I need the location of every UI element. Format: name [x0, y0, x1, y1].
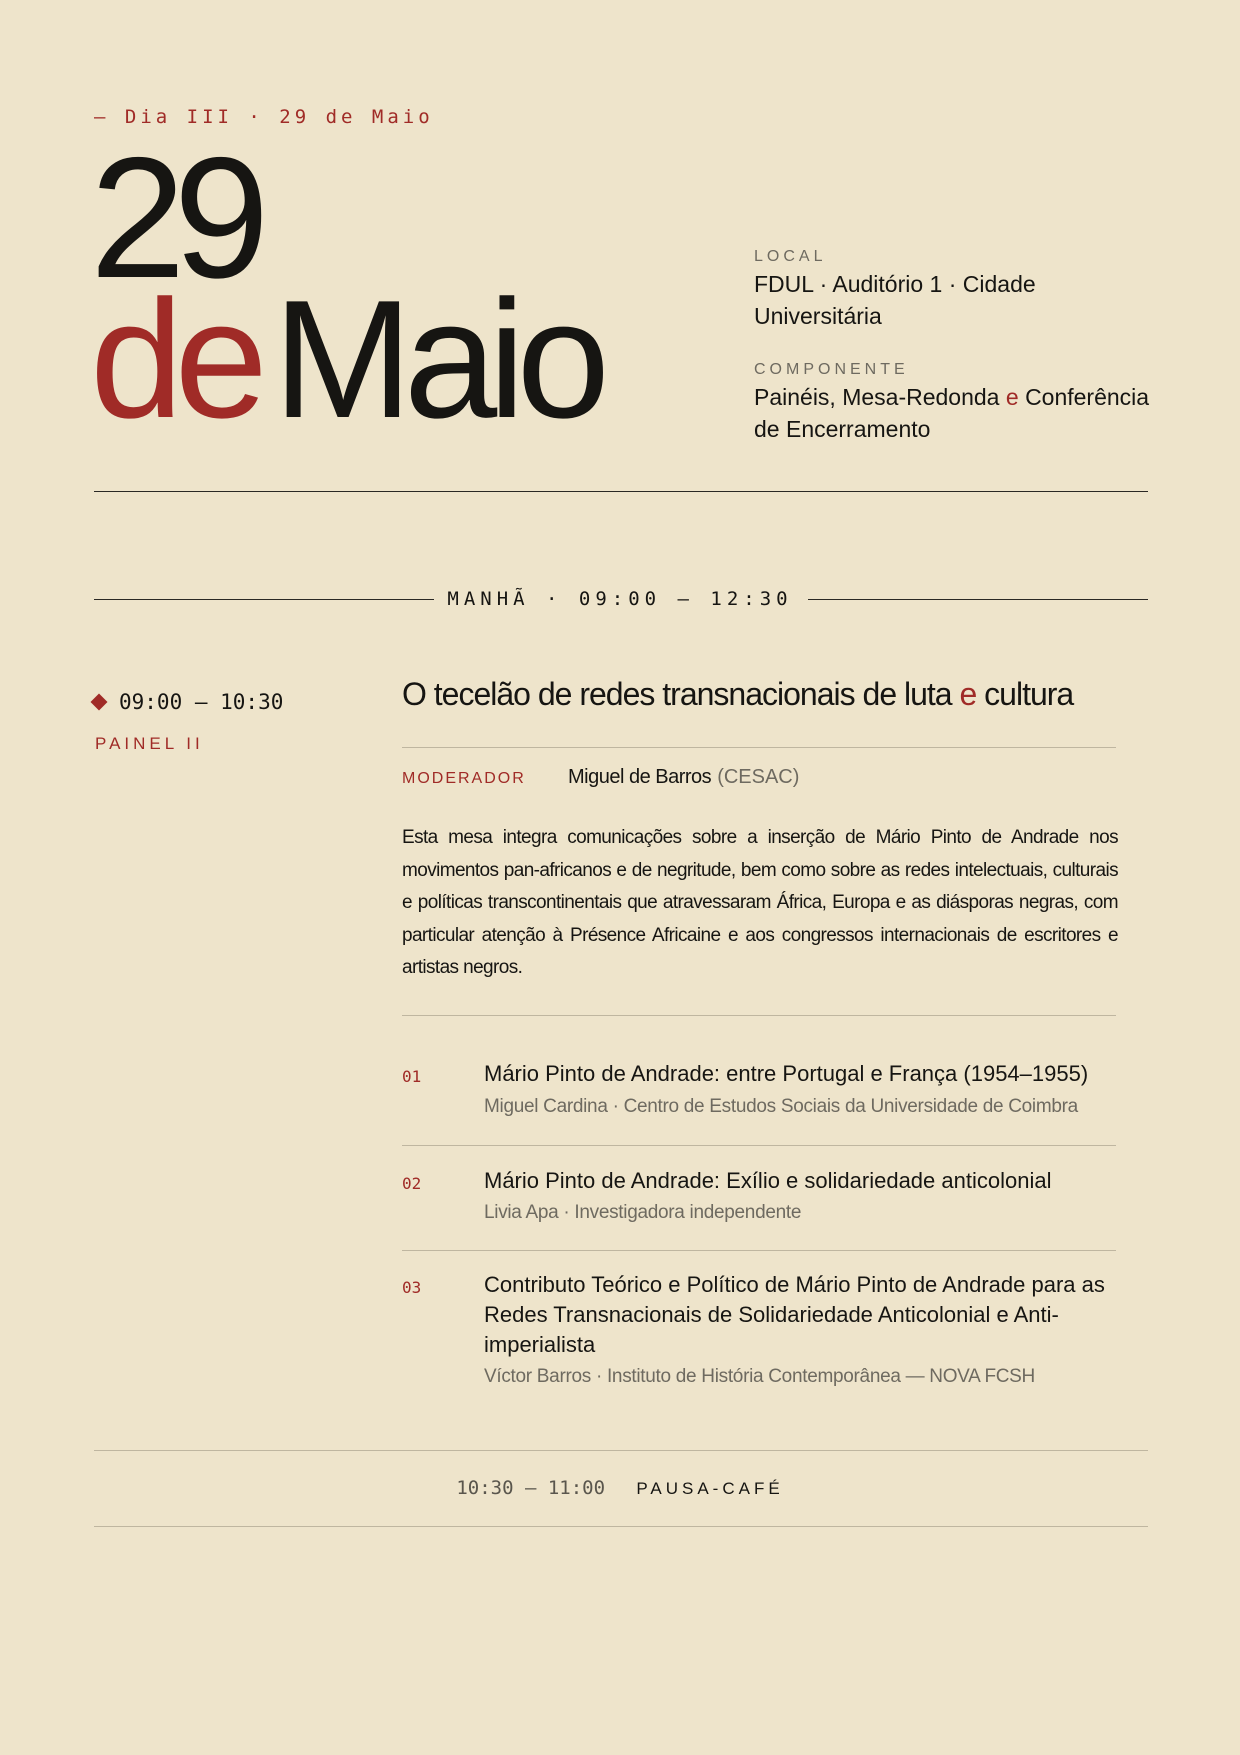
talk-title: Contributo Teórico e Político de Mário Pinto de Andrade para as Redes Transnacionais de Solidariedade Anticolonial e Anti-imperialista — [484, 1272, 1105, 1357]
venue-label: LOCAL — [754, 248, 827, 265]
month-name: Maio — [272, 265, 602, 453]
break-rule-bottom — [94, 1526, 1148, 1527]
talk-number: 01 — [402, 1067, 422, 1086]
header-divider — [94, 491, 1148, 492]
component-part1: Painéis, Mesa-Redonda — [754, 384, 1000, 410]
talk-title: Mário Pinto de Andrade: Exílio e solidariedade anticolonial — [484, 1168, 1052, 1193]
panel-tag: PAINEL II — [95, 734, 204, 753]
moderator-label: MODERADOR — [402, 770, 526, 787]
day-eyebrow: — Dia III · 29 de Maio — [94, 106, 434, 128]
session-rule-right — [808, 599, 1148, 600]
month-heading — [90, 265, 602, 453]
component-value — [754, 381, 1154, 445]
talk-number: 03 — [402, 1278, 422, 1297]
coffee-break — [0, 1477, 1240, 1500]
panel-time — [93, 690, 283, 714]
moderator-row — [402, 766, 799, 789]
break-time: 10:30 — 11:00 — [456, 1477, 606, 1499]
day-number: 29 — [90, 122, 258, 314]
component-conjunction: e — [1005, 384, 1019, 410]
talk-speaker: Miguel Cardina · Centro de Estudos Sociais da Universidade de Coimbra — [484, 1096, 1078, 1117]
talk-divider — [402, 1250, 1116, 1251]
venue-block — [754, 248, 1154, 332]
diamond-icon — [91, 694, 108, 711]
month-prefix: de — [90, 265, 259, 453]
component-block — [754, 361, 1154, 445]
session-heading: MANHÃ · 09:00 — 12:30 — [447, 588, 793, 610]
description-divider — [402, 1015, 1116, 1016]
talk-speaker: Livia Apa · Investigadora independente — [484, 1202, 802, 1223]
break-label: PAUSA-CAFÉ — [636, 1479, 784, 1498]
moderator-name: Miguel de Barros — [568, 766, 712, 788]
venue-value: FDUL · Auditório 1 · Cidade Universitária — [754, 271, 1036, 329]
break-rule-top — [94, 1450, 1148, 1451]
panel-time-text: 09:00 — 10:30 — [119, 690, 284, 714]
moderator-affiliation: (CESAC) — [717, 766, 800, 788]
panel-title-conjunction: e — [959, 676, 977, 712]
panel-title — [402, 676, 1122, 713]
component-part2: Conferência de Encerramento — [754, 384, 1150, 442]
talk-speaker: Víctor Barros · Instituto de História Contemporânea — NOVA FCSH — [484, 1366, 1035, 1387]
component-label: COMPONENTE — [754, 361, 909, 378]
panel-description: Esta mesa integra comunicações sobre a inserção de Mário Pinto de Andrade nos movimentos pan-africanos e de negritude, bem como sobre as redes intelectuais, culturais e políticas transcontinentais que atravessaram África, Europa e as diásporas negras, com particular atenção à Présence Africaine e aos congressos internacionais de escritores e artistas negros. — [402, 827, 1118, 978]
title-divider — [402, 747, 1116, 748]
talk-number: 02 — [402, 1174, 422, 1193]
talk-title: Mário Pinto de Andrade: entre Portugal e França (1954–1955) — [484, 1061, 1089, 1086]
talk-divider — [402, 1145, 1116, 1146]
panel-title-part2: cultura — [984, 676, 1074, 712]
panel-title-part1: O tecelão de redes transnacionais de luta — [402, 676, 952, 712]
